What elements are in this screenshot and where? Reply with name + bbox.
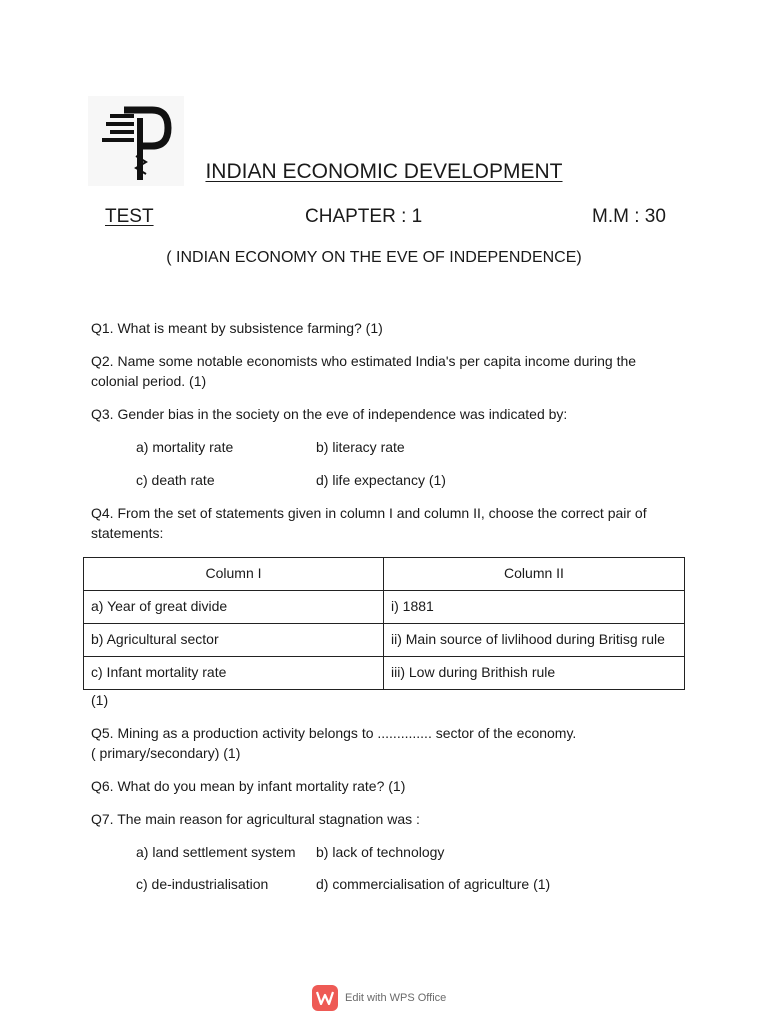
document-title: [0, 160, 768, 184]
document-title-text: INDIAN ECONOMIC DEVELOPMENT: [205, 160, 563, 183]
table-cell: a) Year of great divide: [84, 591, 384, 624]
wps-office-icon: [312, 985, 338, 1011]
question-4-line-1: Q4. From the set of statements given in column I and column II, choose the correct pair of: [91, 505, 647, 521]
column-header: Column II: [384, 558, 685, 591]
question-6: Q6. What do you mean by infant mortality rate? (1): [91, 778, 406, 794]
document-subtitle: ( INDIAN ECONOMY ON THE EVE OF INDEPENDENCE): [166, 249, 582, 266]
question-2-line-2: colonial period. (1): [91, 373, 207, 389]
table-cell: c) Infant mortality rate: [84, 657, 384, 690]
q7-option-b: b) lack of technology: [316, 844, 445, 860]
chapter-label: CHAPTER : 1: [305, 206, 423, 227]
question-1: Q1. What is meant by subsistence farming? (1): [91, 320, 383, 336]
question-4-line-2: statements:: [91, 525, 164, 541]
max-marks-label: M.M : 30: [592, 206, 666, 227]
question-5-line-1: Q5. Mining as a production activity belongs to .............. sector of the economy.: [91, 725, 577, 741]
table-cell: b) Agricultural sector: [84, 624, 384, 657]
column-match-table: [83, 557, 685, 690]
question-4-marks: (1): [91, 692, 109, 708]
q3-option-c: c) death rate: [136, 472, 215, 488]
question-3: Q3. Gender bias in the society on the eve of independence was indicated by:: [91, 406, 568, 422]
question-2-line-1: Q2. Name some notable economists who estimated India's per capita income during the: [91, 353, 637, 369]
test-label: TEST: [105, 206, 154, 227]
question-7: Q7. The main reason for agricultural stagnation was :: [91, 811, 420, 827]
q7-option-d: d) commercialisation of agriculture (1): [316, 876, 551, 892]
table-row: [84, 657, 685, 690]
question-5-line-2: ( primary/secondary) (1): [91, 745, 241, 761]
table-cell: iii) Low during Brithish rule: [384, 657, 685, 690]
q3-option-a: a) mortality rate: [136, 439, 234, 455]
table-header-row: [84, 558, 685, 591]
edit-with-wps-button[interactable]: [312, 985, 472, 1013]
table-cell: i) 1881: [384, 591, 685, 624]
q3-option-b: b) literacy rate: [316, 439, 405, 455]
edit-with-wps-label: Edit with WPS Office: [345, 992, 447, 1004]
table-cell: ii) Main source of livlihood during Britisg rule: [384, 624, 685, 657]
q7-option-c: c) de-industrialisation: [136, 876, 269, 892]
table-row: [84, 591, 685, 624]
table-row: [84, 624, 685, 657]
q3-option-d: d) life expectancy (1): [316, 472, 446, 488]
column-header: Column I: [84, 558, 384, 591]
q7-option-a: a) land settlement system: [136, 844, 296, 860]
